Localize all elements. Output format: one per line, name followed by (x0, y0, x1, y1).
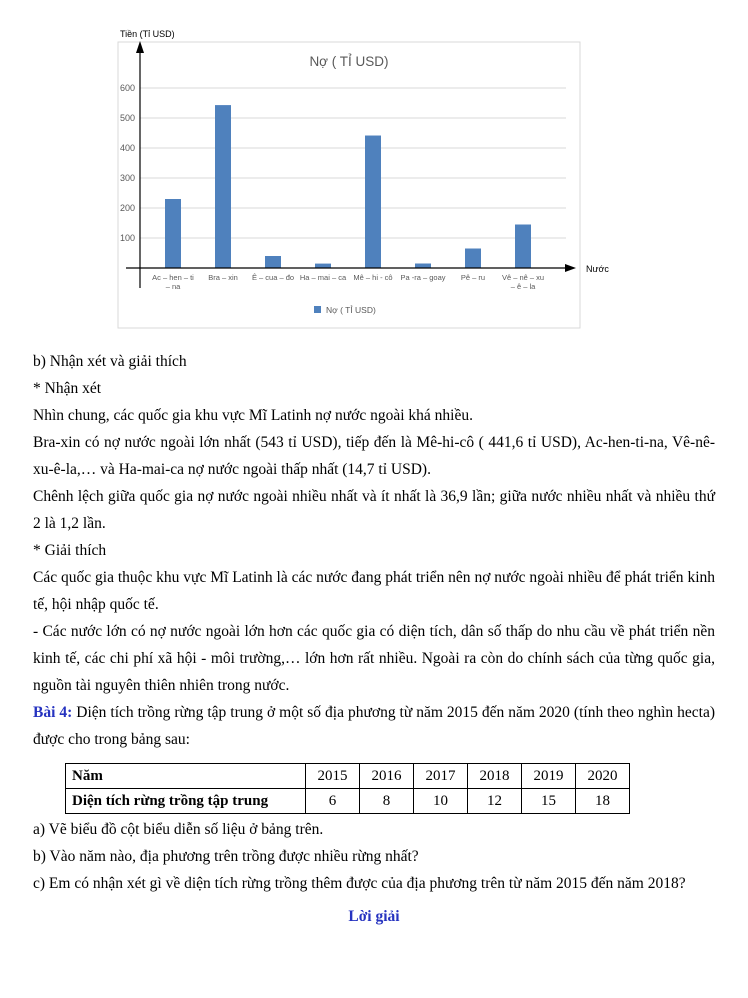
chart-bar (315, 264, 331, 268)
area-cell: 12 (468, 789, 522, 814)
forest-area-table (65, 763, 630, 814)
paragraph: Chênh lệch giữa quốc gia nợ nước ngoài nhiều nhất và ít nhất là 36,9 lần; giữa nước nhiều nhất và nhiều thứ 2 là 1,2 lần. (33, 488, 715, 532)
x-category-label: Mê – hi - cô (353, 273, 393, 282)
year-cell: 2019 (522, 764, 576, 789)
table-data-row (66, 789, 630, 814)
y-tick-label: 600 (119, 83, 135, 93)
x-axis-title: Nước (586, 264, 609, 274)
x-category-label: – na (165, 282, 181, 291)
chart-bar (265, 256, 281, 268)
x-category-label: Pa -ra – goay (400, 273, 446, 282)
x-category-label: Vê – nê – xu (501, 273, 545, 282)
year-cell: 2018 (468, 764, 522, 789)
question-b: b) Vào năm nào, địa phương trên trồng được nhiều rừng nhất? (33, 848, 419, 865)
chart-bar (515, 225, 531, 269)
year-cell: 2015 (306, 764, 360, 789)
question-list (33, 816, 715, 897)
x-category-label: Bra – xin (208, 273, 238, 282)
y-tick-label: 400 (119, 143, 135, 153)
x-category-label: Ha – mai – ca (299, 273, 347, 282)
paragraph: Nhìn chung, các quốc gia khu vực Mĩ Latinh nợ nước ngoài khá nhiều. (33, 407, 473, 424)
question-a: a) Vẽ biểu đồ cột biểu diễn số liệu ở bảng trên. (33, 821, 324, 838)
solution-heading: Lời giải (348, 908, 400, 925)
paragraph: * Nhận xét (33, 380, 102, 397)
paragraph: * Giải thích (33, 542, 107, 559)
y-tick-label: 300 (119, 173, 135, 183)
x-category-label: – ê – la (510, 282, 536, 291)
y-axis-title: Tiền (Tỉ USD) (120, 29, 175, 39)
paragraph: - Các nước lớn có nợ nước ngoài lớn hơn các quốc gia có diện tích, dân số thấp do nhu cầu về phát triển nền kinh tế, các chi phí xã hội - môi trường,… lớn hơn rất nhiều. Ngoài ra còn do chính sách của từng quốc gia, nguồn tài nguyên thiên nhiên trong nước. (33, 623, 715, 694)
chart-bar (365, 136, 381, 268)
area-cell: 6 (306, 789, 360, 814)
year-cell: 2017 (414, 764, 468, 789)
year-cell: 2020 (576, 764, 630, 789)
year-cell: 2016 (360, 764, 414, 789)
y-tick-label: 500 (119, 113, 135, 123)
chart-title: Nợ ( TỈ USD) (309, 54, 389, 69)
legend-swatch (314, 306, 321, 313)
area-cell: 8 (360, 789, 414, 814)
solution-text (33, 348, 715, 753)
paragraph: Bra-xin có nợ nước ngoài lớn nhất (543 tỉ USD), tiếp đến là Mê-hi-cô ( 441,6 tỉ USD), Ac-hen-ti-na, Vê-nê-xu-ê-la,… và Ha-mai-ca nợ nước ngoài thấp nhất (14,7 tỉ USD). (33, 434, 715, 478)
x-category-label: Pê – ru (460, 273, 486, 282)
chart-bar (415, 264, 431, 269)
area-cell: 18 (576, 789, 630, 814)
problem-4-statement (33, 699, 715, 753)
y-tick-label: 200 (119, 203, 135, 213)
y-tick-label: 100 (119, 233, 135, 243)
problem-4-text: Diện tích trồng rừng tập trung ở một số địa phương từ năm 2015 đến năm 2020 (tính theo nghìn hecta) được cho trong bảng sau: (33, 704, 715, 748)
x-category-label: Ac – hen – ti (152, 273, 194, 282)
area-cell: 15 (522, 789, 576, 814)
debt-chart-svg (100, 26, 645, 336)
problem-4-label: Bài 4: (33, 704, 73, 721)
year-header-cell: Năm (66, 764, 306, 789)
x-category-label: Ê – cua – đo (251, 273, 295, 282)
paragraph: Các quốc gia thuộc khu vực Mĩ Latinh là các nước đang phát triển nên nợ nước ngoài nhiều để phát triển kinh tế, hội nhập quốc tế. (33, 569, 715, 613)
question-c: c) Em có nhận xét gì về diện tích rừng trồng thêm được của địa phương trên từ năm 2015 đến năm 2018? (33, 875, 686, 892)
area-row-label: Diện tích rừng trồng tập trung (66, 789, 306, 814)
chart-bar (465, 249, 481, 269)
debt-bar-chart (100, 26, 645, 336)
table-header-row (66, 764, 630, 789)
chart-bar (215, 105, 231, 268)
chart-bar (165, 199, 181, 268)
legend-label: Nợ ( TỈ USD) (326, 305, 376, 315)
paragraph: b) Nhận xét và giải thích (33, 353, 187, 370)
area-cell: 10 (414, 789, 468, 814)
